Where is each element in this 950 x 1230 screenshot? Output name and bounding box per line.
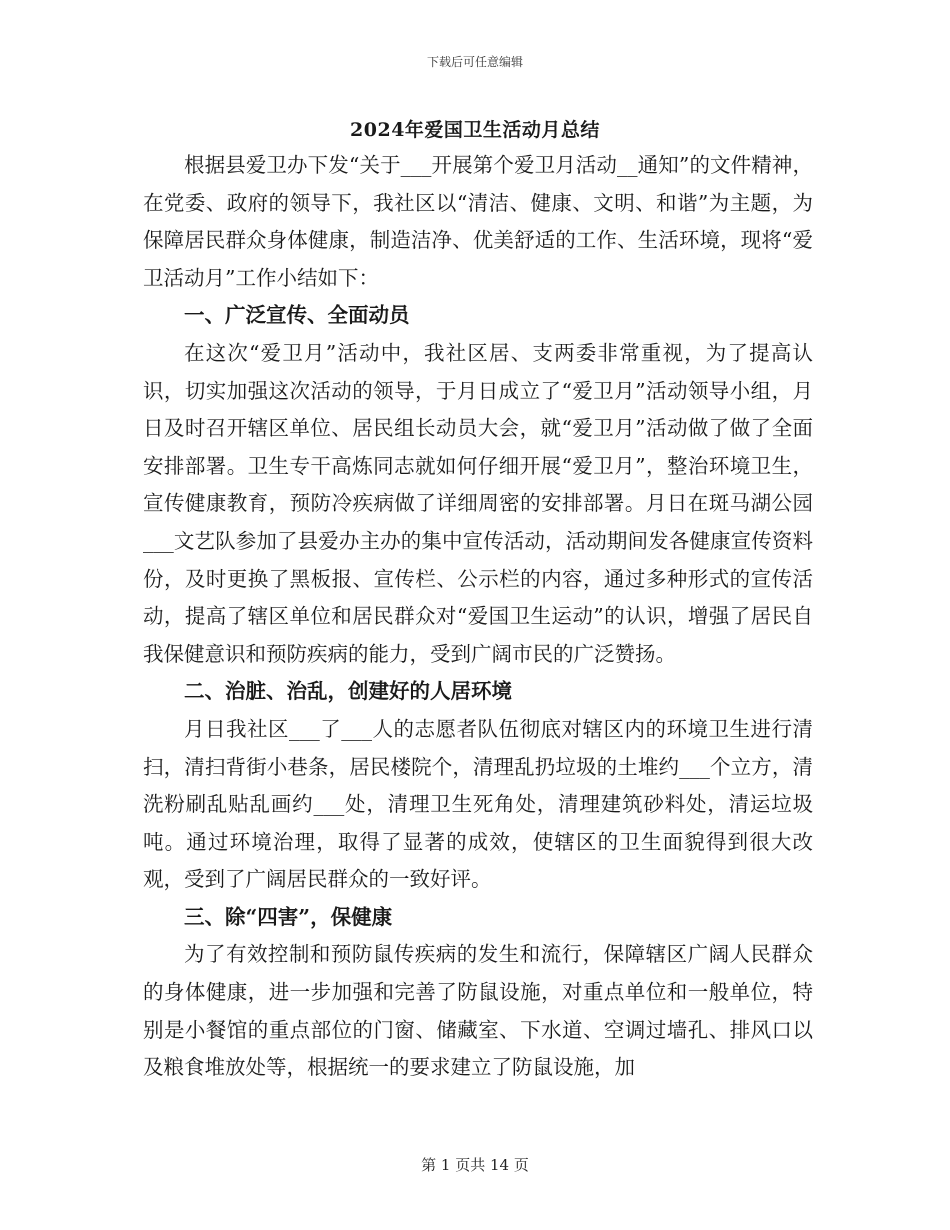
- section-heading-3: 三、除“四害”，保健康: [184, 904, 393, 929]
- document-body: [143, 147, 813, 1087]
- section-body-1: 在这次“爱卫月”活动中，我社区居、支两委非常重视，为了提高认识，切实加强这次活动的领导，于月日成立了“爱卫月”活动领导小组，月日及时召开辖区单位、居民组长动员大会，就“爱卫月”活动做了做了全面安排部署。卫生专干高炼同志就如何仔细开展“爱卫月”，整治环境卫生，宣传健康教育，预防冷疾病做了详细周密的安排部署。月日在斑马湖公园___文艺队参加了县爱办主办的集中宣传活动，活动期间发各健康宣传资料份，及时更换了黑板报、宣传栏、公示栏的内容，通过多种形式的宣传活动，提高了辖区单位和居民群众对“爱国卫生运动”的认识，增强了居民自我保健意识和预防疾病的能力，受到广阔市民的广泛赞扬。: [143, 340, 813, 666]
- section-body-2: 月日我社区___了___人的志愿者队伍彻底对辖区内的环境卫生进行清扫，清扫背街小巷条，居民楼院个，清理乱扔垃圾的土堆约___个立方，清洗粉刷乱贴乱画约___处，清理卫生死角处，清理建筑砂料处，清运垃圾吨。通过环境治理，取得了显著的成效，使辖区的卫生面貌得到很大改观，受到了广阔居民群众的一致好评。: [143, 716, 813, 892]
- header-note: 下载后可任意编辑: [426, 55, 523, 69]
- intro-paragraph: 根据县爱卫办下发“关于___开展第个爱卫月活动__通知”的文件精神，在党委、政府的领导下，我社区以“清洁、健康、文明、和谐”为主题，为保障居民群众身体健康，制造洁净、优美舒适的工作、生活环境，现将“爱卫活动月”工作小结如下：: [143, 153, 813, 290]
- section-heading-1: 一、广泛宣传、全面动员: [184, 303, 410, 328]
- section-body-3: 为了有效控制和预防鼠传疾病的发生和流行，保障辖区广阔人民群众的身体健康，进一步加强和完善了防鼠设施，对重点单位和一般单位，特别是小餐馆的重点部位的门窗、储藏室、下水道、空调过墙孔、排风口以及粮食堆放处等，根据统一的要求建立了防鼠设施，加: [143, 942, 813, 1080]
- document-title: 2024年爱国卫生活动月总结: [350, 119, 600, 141]
- page-footer: 第 1 页共 14 页: [421, 1156, 529, 1174]
- section-heading-2: 二、治脏、治乱，创建好的人居环境: [184, 679, 512, 704]
